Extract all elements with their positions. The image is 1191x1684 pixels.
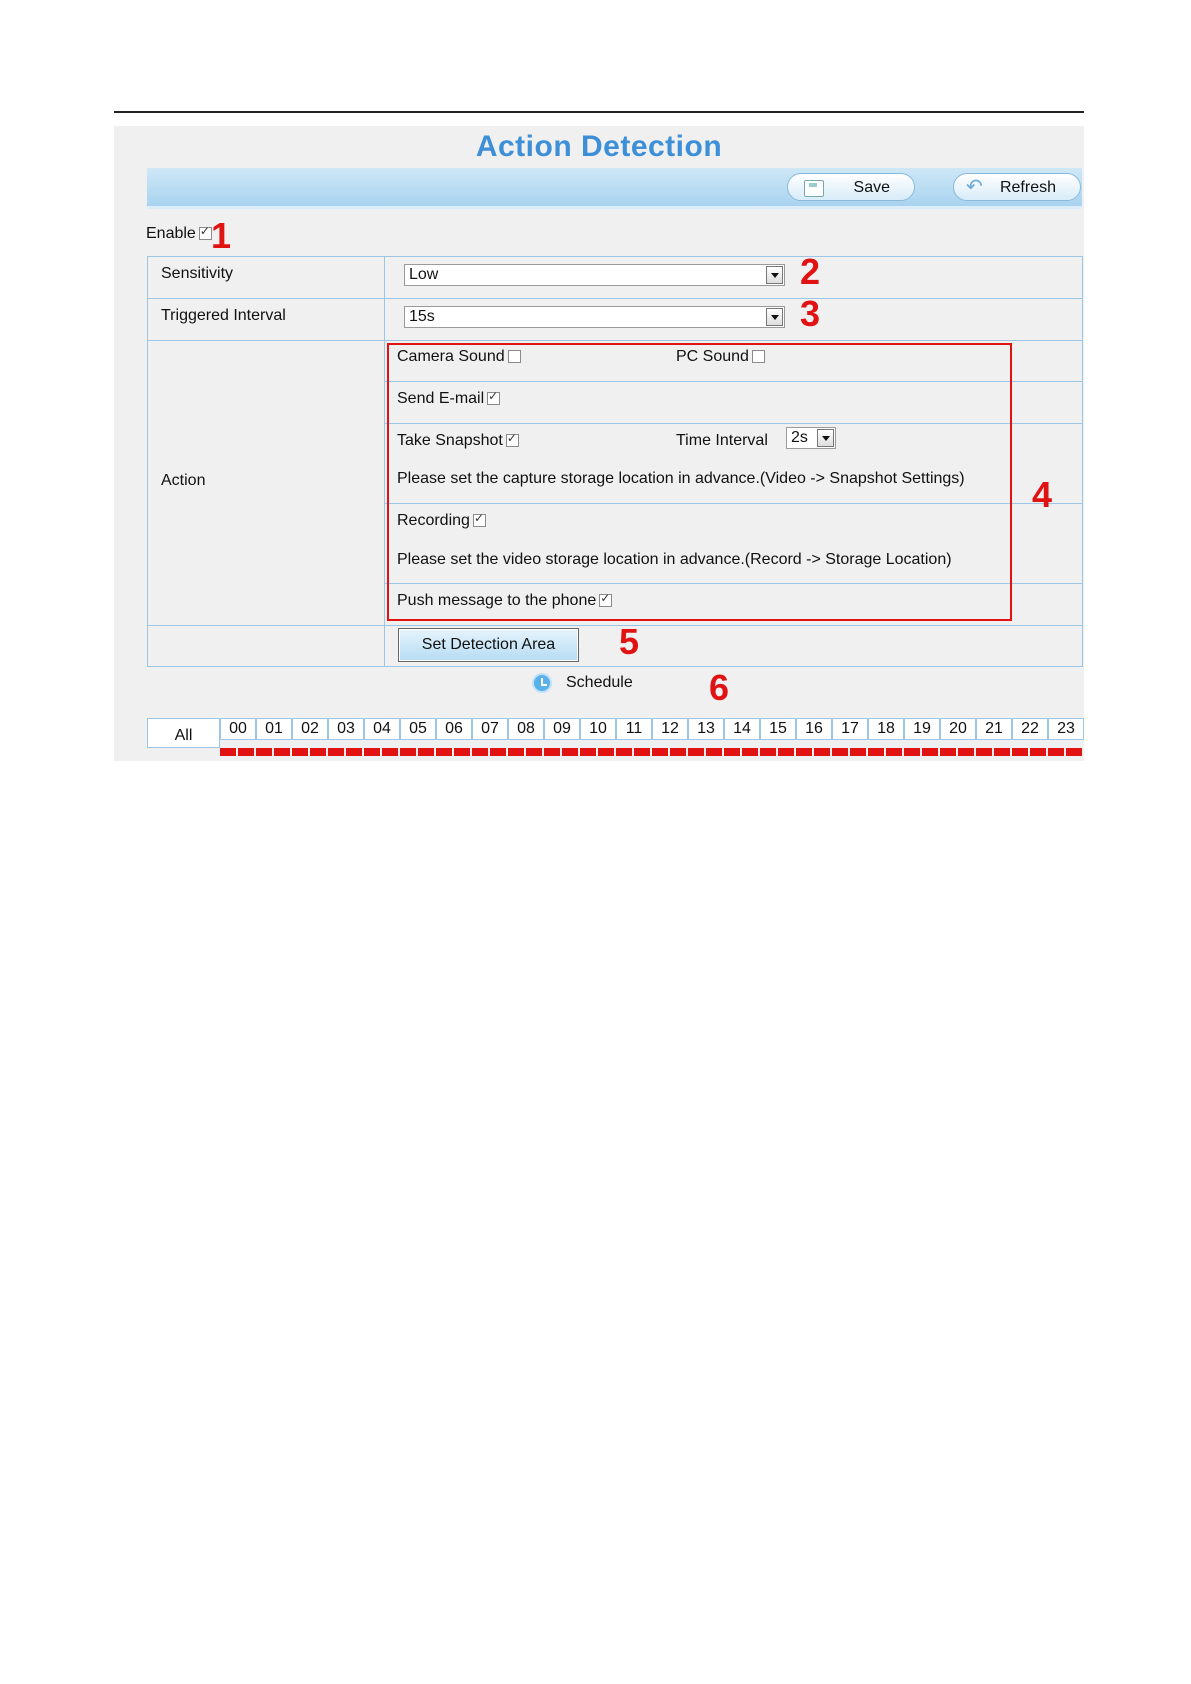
triggered-interval-value: 15s [409,308,435,325]
schedule-slot[interactable] [274,748,290,756]
hour-cell-01[interactable]: 01 [256,718,292,740]
schedule-slot[interactable] [886,748,902,756]
chevron-down-icon [766,308,783,326]
enable-checkbox[interactable] [199,227,212,240]
recording-note: Please set the video storage location in advance.(Record -> Storage Location) [397,551,952,568]
hour-cell-03[interactable]: 03 [328,718,364,740]
schedule-slot[interactable] [724,748,740,756]
grid-line [147,256,148,667]
grid-line [147,666,1082,667]
schedule-slot[interactable] [796,748,812,756]
hour-cell-11[interactable]: 11 [616,718,652,740]
schedule-slot[interactable] [760,748,776,756]
schedule-slot[interactable] [418,748,434,756]
action-label: Action [161,472,206,489]
annotation-1: 1 [211,215,232,256]
schedule-slot[interactable] [1012,748,1028,756]
schedule-slot[interactable] [364,748,380,756]
schedule-slot[interactable] [292,748,308,756]
hour-cell-12[interactable]: 12 [652,718,688,740]
schedule-slot[interactable] [1030,748,1046,756]
hour-cell-20[interactable]: 20 [940,718,976,740]
hour-cell-09[interactable]: 09 [544,718,580,740]
hour-cell-10[interactable]: 10 [580,718,616,740]
hour-cell-15[interactable]: 15 [760,718,796,740]
hour-cell-23[interactable]: 23 [1048,718,1084,740]
schedule-slot[interactable] [634,748,650,756]
schedule-slot[interactable] [328,748,344,756]
schedule-slot[interactable] [868,748,884,756]
schedule-slot[interactable] [220,748,236,756]
hour-cell-17[interactable]: 17 [832,718,868,740]
enable-row [146,225,212,243]
annotation-2: 2 [800,251,821,292]
hour-cell-22[interactable]: 22 [1012,718,1048,740]
grid-line [147,625,1082,626]
schedule-label: Schedule [566,674,633,691]
hour-cell-08[interactable]: 08 [508,718,544,740]
hour-cell-04[interactable]: 04 [364,718,400,740]
schedule-slot[interactable] [922,748,938,756]
schedule-slot[interactable] [472,748,488,756]
refresh-button-label: Refresh [999,179,1056,196]
sensitivity-select[interactable] [404,264,785,286]
time-interval-label: Time Interval [676,432,768,449]
schedule-slot[interactable] [616,748,632,756]
schedule-slot[interactable] [508,748,524,756]
page-top-rule [114,111,1084,113]
grid-line [147,256,1082,257]
page-title: Action Detection [475,130,723,163]
send-email-label: Send E-mail [397,390,485,407]
sensitivity-value: Low [409,266,439,283]
snapshot-note: Please set the capture storage location in advance.(Video -> Snapshot Settings) [397,470,965,487]
schedule-slot[interactable] [832,748,848,756]
annotation-3: 3 [800,293,821,334]
schedule-slot[interactable] [940,748,956,756]
schedule-all-button[interactable]: All [147,718,220,748]
recording-label: Recording [397,512,470,529]
triggered-interval-select[interactable] [404,306,785,328]
schedule-slot[interactable] [598,748,614,756]
schedule-slot[interactable] [544,748,560,756]
schedule-slot[interactable] [1048,748,1064,756]
camera-sound-label: Camera Sound [397,348,505,365]
schedule-slot[interactable] [256,748,272,756]
schedule-slot[interactable] [400,748,416,756]
set-detection-area-button[interactable]: Set Detection Area [398,628,579,662]
annotation-4: 4 [1032,474,1053,515]
schedule-slot[interactable] [238,748,254,756]
refresh-button[interactable] [953,173,1081,201]
grid-line [1082,256,1083,667]
schedule-slot[interactable] [1066,748,1082,756]
annotation-6: 6 [709,667,730,708]
schedule-slot[interactable] [904,748,920,756]
pc-sound-label: PC Sound [676,348,749,365]
annotation-5: 5 [619,621,640,662]
hour-cell-19[interactable]: 19 [904,718,940,740]
hour-cell-18[interactable]: 18 [868,718,904,740]
hour-cell-07[interactable]: 07 [472,718,508,740]
take-snapshot-label: Take Snapshot [397,432,503,449]
schedule-slot[interactable] [688,748,704,756]
schedule-slot[interactable] [436,748,452,756]
save-button[interactable] [787,173,915,201]
schedule-slot[interactable] [976,748,992,756]
enable-label: Enable [146,225,196,242]
schedule-slot[interactable] [850,748,866,756]
action-detection-panel [114,126,1084,761]
save-icon [804,180,824,197]
schedule-slot[interactable] [742,748,758,756]
hour-cell-16[interactable]: 16 [796,718,832,740]
schedule-slot[interactable] [382,748,398,756]
schedule-slot[interactable] [814,748,830,756]
schedule-slot[interactable] [670,748,686,756]
hour-cell-21[interactable]: 21 [976,718,1012,740]
schedule-slot[interactable] [994,748,1010,756]
sensitivity-label: Sensitivity [161,265,234,282]
action-highlight-box [387,343,1012,621]
schedule-slot[interactable] [580,748,596,756]
clock-icon [532,673,552,693]
hour-cell-00[interactable]: 00 [220,718,256,740]
schedule-slot[interactable] [346,748,362,756]
schedule-slot[interactable] [706,748,722,756]
toolbar [147,168,1082,209]
hour-cell-05[interactable]: 05 [400,718,436,740]
triggered-interval-label: Triggered Interval [161,307,286,324]
schedule-slot[interactable] [526,748,542,756]
refresh-icon: ↶ [966,176,983,198]
schedule-slot[interactable] [958,748,974,756]
time-interval-value: 2s [791,429,808,446]
hour-cell-02[interactable]: 02 [292,718,328,740]
grid-line [147,340,1082,341]
schedule-slot[interactable] [310,748,326,756]
chevron-down-icon [766,266,783,284]
grid-line [147,298,1082,299]
push-message-label: Push message to the phone [397,592,597,609]
save-button-label: Save [853,179,890,196]
hour-cell-13[interactable]: 13 [688,718,724,740]
schedule-slot[interactable] [778,748,794,756]
schedule-slot[interactable] [562,748,578,756]
schedule-slot[interactable] [490,748,506,756]
hour-cell-14[interactable]: 14 [724,718,760,740]
schedule-slot[interactable] [652,748,668,756]
hour-cell-06[interactable]: 06 [436,718,472,740]
grid-line [384,256,385,667]
schedule-selected-strip[interactable] [220,748,1082,756]
schedule-slot[interactable] [454,748,470,756]
